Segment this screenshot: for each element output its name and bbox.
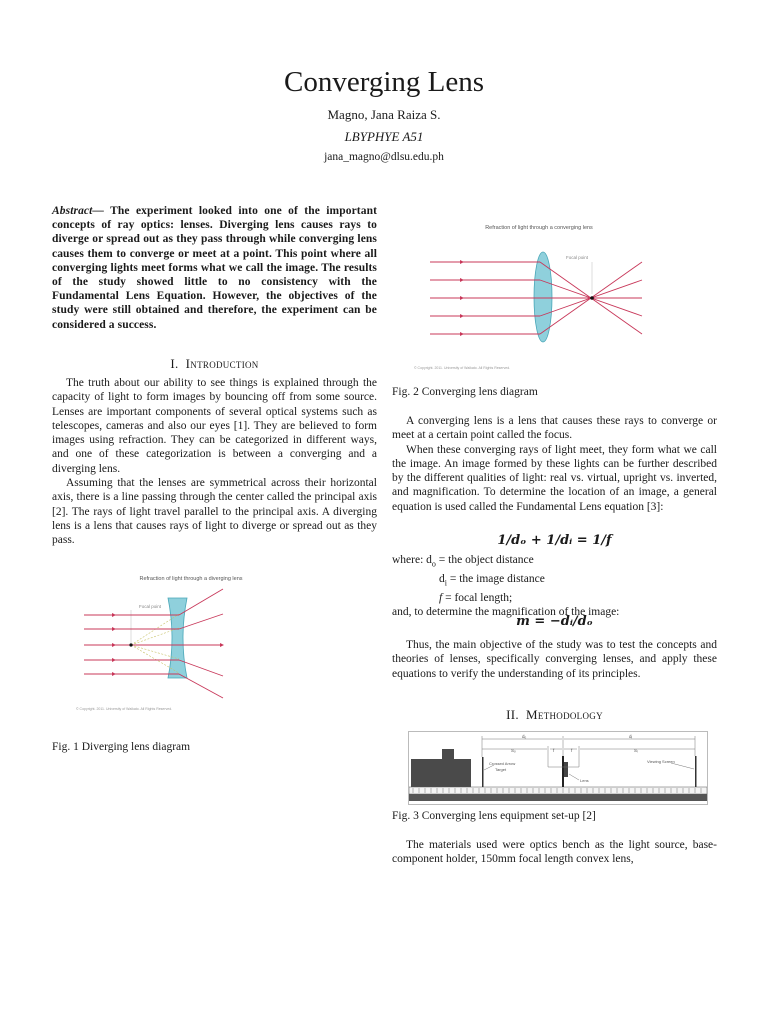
- paper-title: Converging Lens: [283, 66, 485, 98]
- author-email[interactable]: jana_magno@dlsu.edu.ph: [324, 151, 444, 163]
- intro-paragraph-1: The truth about our ability to see things is explained through the capacity of light to form images by bouncing off from some source. Lenses are important components of several optical systems such as telescopes, cameras and also our eyes [1]. They are believed to form images using refraction. They can be categorized in different ways, and one of these categorization is between a converging and a diverging lens.: [52, 377, 377, 475]
- svg-text:Crossed Arrow: Crossed Arrow: [489, 761, 516, 766]
- objective-paragraph: Thus, the main objective of the study was to test the concepts and theories of lenses, specifically converging lenses, and apply these equations to verify the understanding of its principles.: [392, 639, 717, 680]
- methodology-paragraph: The materials used were optics bench as the light source, base-component holder, 150mm focal length convex lens,: [392, 839, 717, 866]
- svg-text:Target: Target: [495, 767, 507, 772]
- converging-lens-diagram: [414, 214, 660, 372]
- svg-text:Sₒ: Sₒ: [511, 748, 516, 753]
- svg-text:Focal point: Focal point: [566, 255, 589, 260]
- right-paragraph-2: When these converging rays of light meet, they form what we call the image. An image formed by these lights can be further described by the different qualities of light: real vs. virtual, upright vs. inverted, and magnification. To determine the location of an image, a general equation is used called the Fundamental Lens equation [3]:: [392, 443, 717, 513]
- course-code: LBYPHYE A51: [344, 129, 424, 144]
- svg-text:f: f: [553, 748, 555, 753]
- figure-2-caption: Fig. 2 Converging lens diagram: [392, 386, 538, 398]
- svg-text:f: f: [571, 748, 573, 753]
- section-title: Introduction: [185, 356, 259, 371]
- definition-object-distance: where: $d_o$ = the object distance: [392, 554, 534, 569]
- methodology-body: [392, 838, 717, 867]
- svg-text:Focal point: Focal point: [139, 604, 162, 609]
- abstract: [52, 204, 377, 332]
- equipment-setup-diagram: [409, 732, 707, 804]
- svg-text:© Copyright. 2011. University: © Copyright. 2011. University of Waikato. All Rights Reserved.: [76, 707, 173, 711]
- magnification-intro: and, to determine the magnification of the image:: [392, 606, 620, 619]
- svg-text:Sᵢ: Sᵢ: [634, 748, 638, 753]
- section-heading-introduction: [52, 356, 377, 372]
- objective-body: [392, 638, 717, 681]
- fundamental-lens-equation: 1/dₒ + 1/dᵢ = 1/f: [497, 533, 612, 548]
- right-paragraph-1: A converging lens is a lens that causes these rays to converge or meet at a certain point called the focus.: [392, 415, 717, 442]
- definition-focal-length: f = focal length;: [439, 591, 513, 604]
- svg-text:Refraction of light through a: Refraction of light through a diverging lens: [139, 576, 243, 582]
- svg-text:Viewing Screen: Viewing Screen: [647, 759, 675, 764]
- diverging-lens-diagram: [76, 570, 326, 715]
- figure-converging-lens: [414, 214, 660, 372]
- definition-image-distance: $d_i$ = the image distance: [439, 572, 545, 588]
- intro-paragraph-2: Assuming that the lenses are symmetrical across their horizontal axis, there is a line passing through the center called the principal axis [2]. The rays of light travel parallel to the principal axis. A diverging lens is a lens that causes rays of light to diverge or spread out as they pass.: [52, 477, 377, 547]
- section-number: I.: [170, 356, 179, 371]
- figure-diverging-lens: [76, 570, 326, 715]
- figure-3-caption: Fig. 3 Converging lens equipment set-up [2]: [392, 810, 596, 822]
- svg-text:dₒ: dₒ: [522, 734, 527, 739]
- variable-definitions: [392, 553, 717, 620]
- figure-equipment-setup: [408, 731, 708, 805]
- svg-text:Lens: Lens: [580, 778, 589, 783]
- author-name: Magno, Jana Raiza S.: [327, 107, 441, 122]
- abstract-text: The experiment looked into one of the important concepts of ray optics: lenses. Diverging lens causes rays to diverge or spread out as they pass through while converging lens causes them to converge or meet at a point. This point where all converging lights meet forms what we call the image. The results of the study showed little to no consistency with the Fundamental Lens Equation. However, the objectives of the study were still obtained and therefore, the experiment can be considered a success.: [52, 205, 377, 331]
- section-heading-methodology: [392, 707, 717, 723]
- figure-1-caption: Fig. 1 Diverging lens diagram: [52, 741, 191, 753]
- svg-text:© Copyright. 2011. University: © Copyright. 2011. University of Waikato. All Rights Reserved.: [414, 366, 511, 370]
- introduction-body: [52, 376, 377, 548]
- svg-text:Refraction of light through a: Refraction of light through a converging lens: [485, 225, 593, 231]
- section-title: Methodology: [526, 707, 603, 722]
- converging-lens-body: [392, 414, 717, 514]
- section-number: II.: [506, 707, 519, 722]
- magnification-equation: m = −dᵢ/dₒ: [516, 614, 593, 629]
- svg-text:dᵢ: dᵢ: [629, 734, 633, 739]
- abstract-lead: Abstract—: [52, 205, 105, 217]
